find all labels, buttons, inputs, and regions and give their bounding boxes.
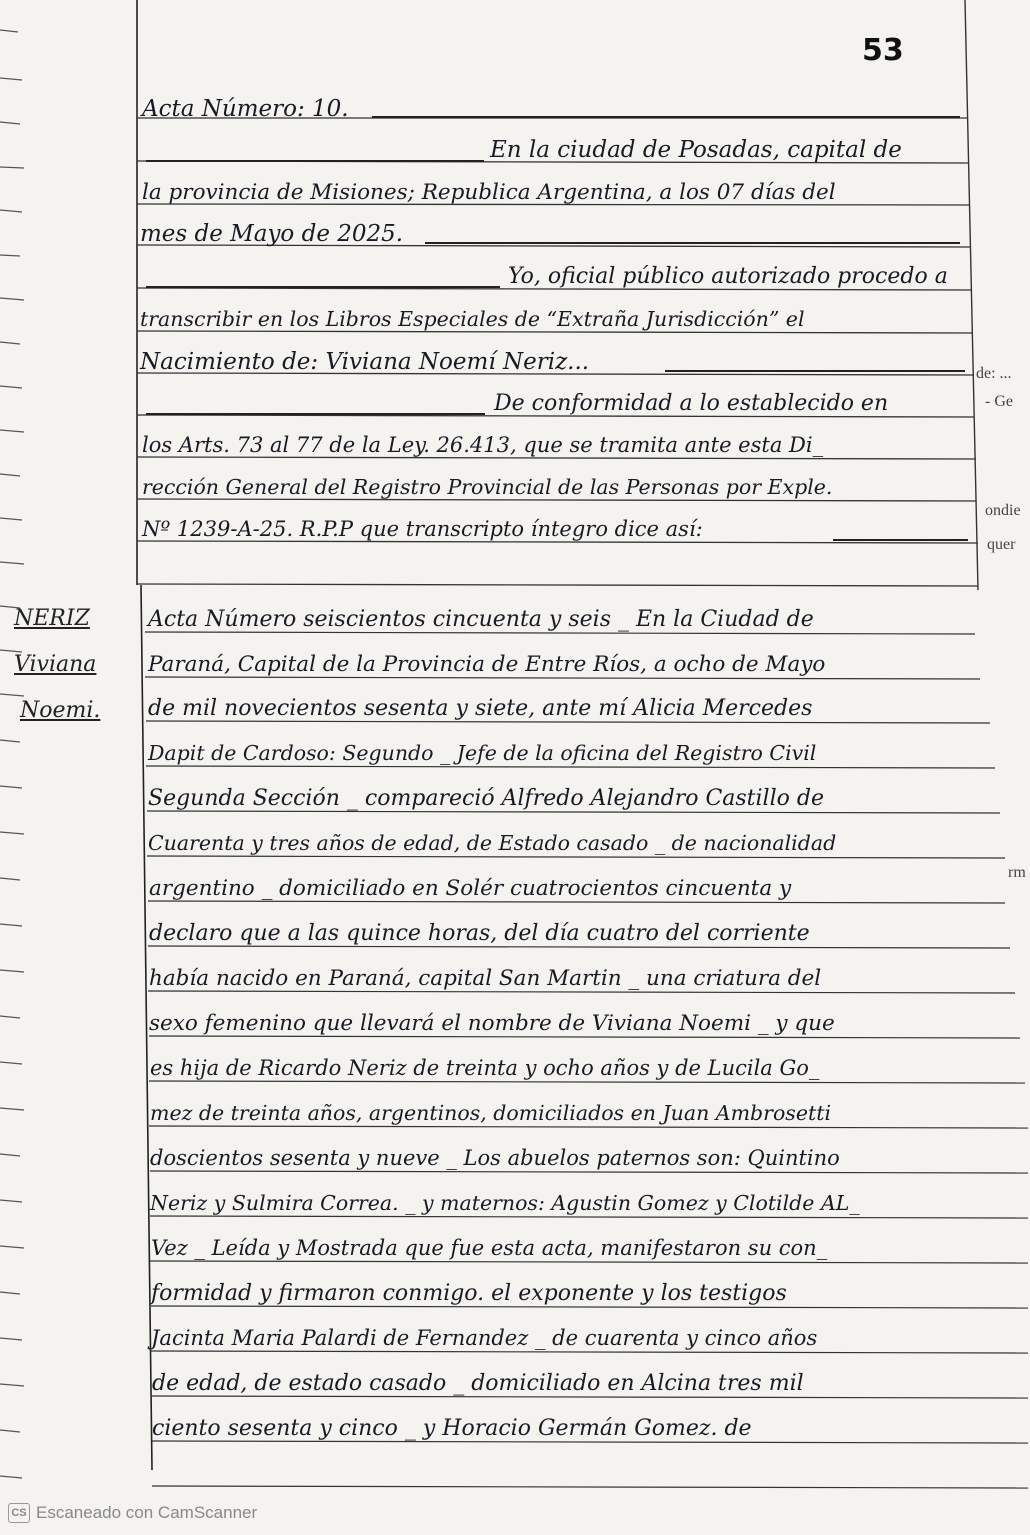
bleed-through-5: rm — [1008, 864, 1026, 881]
body-line-9: había nacido en Paraná, capital San Martin _ una criatura del — [149, 966, 822, 991]
body-line-15: Vez _ Leída y Mostrada que fue esta acta, manifestaron su con_ — [151, 1236, 828, 1260]
body-line-3: de mil novecientos sesenta y siete, ante mí Alicia Mercedes — [148, 696, 813, 721]
body-line-12: mez de treinta años, argentinos, domiciliados en Juan Ambrosetti — [150, 1101, 831, 1125]
margin-first-name: Viviana — [14, 652, 97, 677]
header-line-9: los Arts. 73 al 77 de la Ley. 26.413, que se tramita ante esta Di_ — [142, 433, 824, 457]
camscanner-logo-icon: CS — [8, 1503, 30, 1523]
body-line-6: Cuarenta y tres años de edad, de Estado casado _ de nacionalidad — [148, 831, 837, 855]
body-line-17: Jacinta Maria Palardi de Fernandez _ de cuarenta y cinco años — [151, 1326, 818, 1350]
body-line-13: doscientos sesenta y nueve _ Los abuelos paternos son: Quintino — [150, 1146, 840, 1170]
header-line-4: mes de Mayo de 2025. — [140, 221, 404, 247]
body-line-10: sexo femenino que llevará el nombre de Viviana Noemi _ y que — [149, 1011, 835, 1036]
bleed-through-2: - Ge — [985, 393, 1013, 410]
body-line-4: Dapit de Cardoso: Segundo _ Jefe de la oficina del Registro Civil — [148, 741, 817, 765]
header-line-11: Nº 1239-A-25. R.P.P que transcripto íntegro dice así: — [142, 517, 703, 541]
header-line-7: Nacimiento de: Viviana Noemí Neriz... — [140, 349, 590, 375]
body-line-18: de edad, de estado casado _ domiciliado en Alcina tres mil — [152, 1371, 804, 1396]
body-line-14: Neriz y Sulmira Correa. _ y maternos: Agustin Gomez y Clotilde AL_ — [150, 1191, 860, 1215]
margin-middle-name: Noemi. — [20, 698, 101, 723]
scanner-watermark — [8, 1503, 257, 1523]
header-line-5: Yo, oficial público autorizado procedo a — [508, 264, 948, 289]
body-line-19: ciento sesenta y cinco _ y Horacio Germán Gomez. de — [152, 1416, 752, 1441]
body-line-1: Acta Número seiscientos cincuenta y seis _ En la Ciudad de — [148, 607, 814, 632]
header-line-3: la provincia de Misiones; Republica Argentina, a los 07 días del — [142, 180, 836, 205]
bleed-through-4: quer — [987, 536, 1016, 553]
bleed-through-1: de: ... — [976, 365, 1012, 382]
header-line-8: De conformidad a lo establecido en — [494, 391, 889, 416]
header-line-1: Acta Número: 10. — [142, 96, 349, 122]
page-number: 53 — [862, 33, 904, 68]
body-line-2: Paraná, Capital de la Provincia de Entre Ríos, a ocho de Mayo — [148, 652, 826, 677]
body-line-5: Segunda Sección _ compareció Alfredo Alejandro Castillo de — [148, 786, 824, 811]
margin-surname: NERIZ — [14, 606, 90, 631]
body-line-11: es hija de Ricardo Neriz de treinta y ocho años y de Lucila Go_ — [150, 1056, 820, 1080]
header-line-10: rección General del Registro Provincial de las Personas por Exple. — [142, 475, 833, 499]
header-line-2: En la ciudad de Posadas, capital de — [490, 137, 902, 163]
header-line-6: transcribir en los Libros Especiales de “Extraña Jurisdicción” el — [140, 307, 805, 331]
scanner-watermark-text: Escaneado con CamScanner — [36, 1503, 258, 1522]
body-line-8: declaro que a las quince horas, del día cuatro del corriente — [149, 921, 810, 946]
body-line-7: argentino _ domiciliado en Solér cuatrocientos cincuenta y — [149, 876, 792, 901]
body-line-16: formidad y firmaron conmigo. el exponente y los testigos — [151, 1281, 787, 1306]
bleed-through-3: ondie — [985, 502, 1021, 519]
